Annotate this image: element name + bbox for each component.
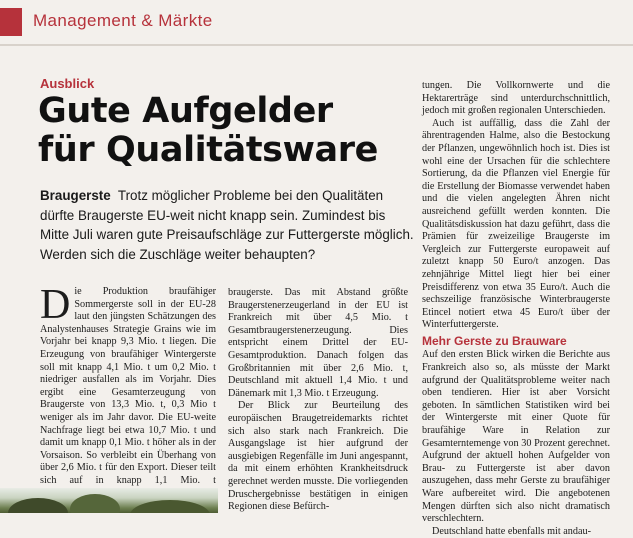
headline-line-2: für Qualitätsware bbox=[38, 130, 378, 170]
body-column-2 bbox=[228, 287, 408, 514]
body-paragraph: braugerste. Das mit Abstand größte Braugerstenerzeugerland in der EU ist Frankreich mit über 4,5 Mio. t Gesamtbraugerstenerzeugung. Dies entspricht einem Drittel der EU-Gesamtproduktion. Danach folgen das Großbritannien mit über 2,6 Mio. t, Deutschland mit aktuell 1,4 Mio. t und Dänemark mit 1,3 Mio. t Erzeugung. bbox=[228, 287, 408, 399]
body-paragraph: tungen. Die Vollkornwerte und die Hektarerträge sind unterdurchschnittlich, jedoch mit großen regionalen Unterschieden. bbox=[422, 80, 610, 117]
lead-label: Braugerste bbox=[40, 188, 111, 203]
drop-cap: D bbox=[40, 282, 71, 328]
field-photo-strip bbox=[0, 488, 218, 513]
article-kicker: Ausblick bbox=[40, 76, 95, 91]
article-subhead: Mehr Gerste zu Brauware bbox=[422, 333, 567, 348]
header-divider bbox=[0, 44, 633, 46]
body-paragraph: Die Produktion braufähiger Sommergerste soll in der EU-28 laut den jüngsten Schätzungen des Analystenhauses Strategie Grains wie im Vorjahr bei knapp 9,3 Mio. t liegen. Die Erzeugung von braufähiger Wintergerste soll mit knapp 4,1 Mio. t um 0,2 Mio. t niedriger ausfallen als im Vorjahr. Dies ergibt eine Gesamterzeugung von Braugerste von 13,3 Mio. t, 0,3 Mio t weniger als im Jahr davor. Die EU-weite Nachfrage liegt bei etwa 10,7 Mio. t und damit um knapp 0,1 Mio. t höher als in der Vorsaison. So verbleibt ein Überhang von über 2,6 Mio. t für den Export. Dieser teilt sich auf in knapp 1,1 Mio. t bbox=[40, 282, 216, 486]
body-paragraph: Der Blick zur Beurteilung des europäischen Braugetreidemarkts richtet sich also stark nach Frankreich. Die Ausgangslage ist hier aufgrund der ausgiebigen Regenfälle im Juni angespannt, da mit einem erhöhten Krankheitsdruck gerechnet werden musste. Die vorliegenden Druschergebnisse bestätigen in einigen Regionen diese Befürch- bbox=[228, 400, 408, 513]
headline-line-1: Gute Aufgelder bbox=[38, 91, 333, 131]
section-header bbox=[0, 0, 633, 42]
lead-text: Trotz möglicher Probleme bei den Qualitäten dürfte Braugerste EU-weit nicht knapp sein. Zumindest bis Mitte Juli waren gute Preisaufschläge zur Futtergerste möglich. Werden sich die Zuschläge weiter behaupten? bbox=[40, 188, 414, 262]
article-headline bbox=[38, 92, 418, 170]
article-lead bbox=[40, 186, 416, 264]
section-title: Management & Märkte bbox=[33, 11, 213, 30]
body-paragraph: Auf den ersten Blick wirken die Berichte aus Frankreich also so, als müsste der Markt aufgrund der Qualitätsprobleme weiter nach oben tendieren. Hier ist aber Vorsicht geboten. In sämtlichen Statistiken wird bei der Wintergerste mit einer Quote für braufähige Ware in Relation zur Gesamterntemenge von 30 Prozent gerechnet. Aufgrund der aktuell hohen Aufgelder von Brau- zu Futtergerste ist aber davon auszugehen, dass mehr Gerste zu braufähiger Ware aufbereitet wird. Die angebotenen Mengen dürften sich also nicht dramatisch verschlechtern. bbox=[422, 349, 610, 525]
body-paragraph: Deutschland hatte ebenfalls mit andau- bbox=[432, 525, 591, 537]
body-column-1 bbox=[40, 282, 216, 500]
body-column-3 bbox=[422, 80, 610, 538]
section-accent-bar bbox=[0, 8, 22, 36]
body-paragraph: Auch ist auffällig, dass die Zahl der ährentragenden Halme, also die Bestockung der Pflanzen, ungewöhnlich hoch ist. Dies ist wohl eine der Ursachen für die schlechtere Sortierung, da die Pflanzen viel Energie für die Erstellung der Biomasse verwendet haben und die vielen angelegten Ähren nicht ausreichend gefüllt werden konnten. Die Qualitätsdiskussion hat dazu geführt, dass die Prämien für zweizeilige Braugerste im Vergleich zur Futtergerste europaweit auf zuletzt knapp 50 Euro/t anzogen. Das zehnjährige Mittel liegt hier bei einer Preisdifferenz von etwa 35 Euro/t. Auch die sechszeilige französische Winterbraugerste Etincel notiert etwa 45 Euro/t über der Winterfuttergerste. bbox=[422, 117, 610, 331]
